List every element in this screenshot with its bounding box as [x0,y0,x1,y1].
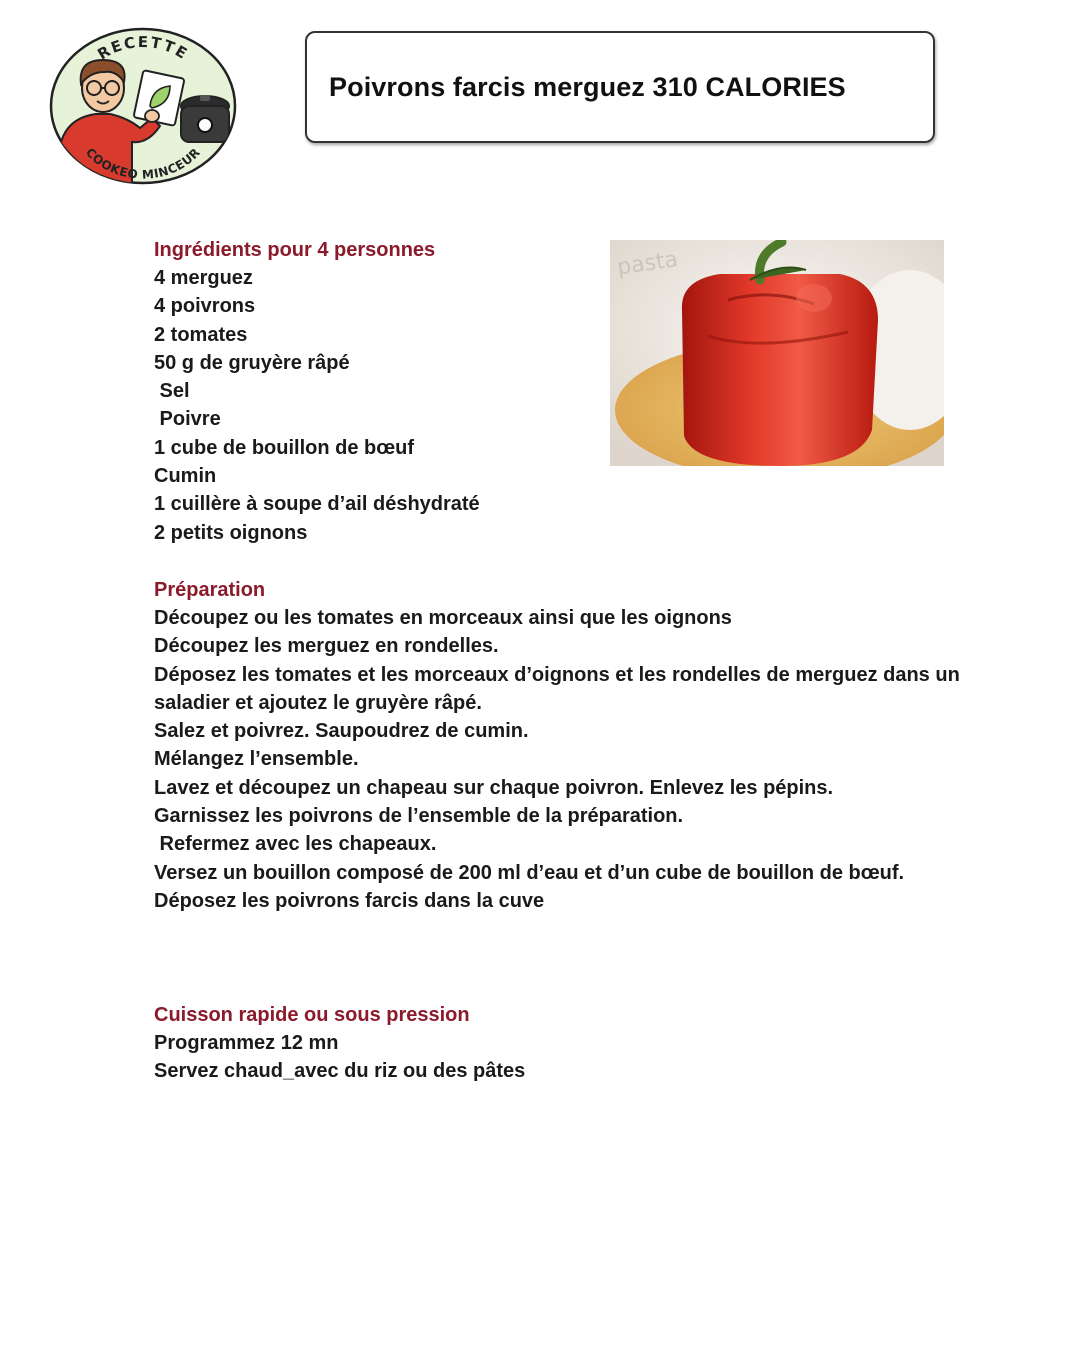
ingredients-section [154,236,1024,547]
preparation-step: Refermez avec les chapeaux. [154,833,437,856]
ingredient-item: 2 tomates [154,323,248,346]
ingredient-item: 1 cube de bouillon de bœuf [154,436,414,459]
preparation-step: Salez et poivrez. Saupoudrez de cumin. [154,720,529,743]
ingredient-item: 2 petits oignons [154,521,308,544]
cooking-heading: Cuisson rapide ou sous pression [154,1004,470,1026]
preparation-step: Déposez les tomates et les morceaux d’oignons et les rondelles de merguez dans un saladier et ajoutez le gruyère râpé. [154,663,960,714]
cooking-line: Servez chaud_avec du riz ou des pâtes [154,1060,526,1083]
preparation-step: Versez un bouillon composé de 200 ml d’eau et d’un cube de bouillon de bœuf. [154,861,905,884]
ingredient-item: 50 g de gruyère râpé [154,351,350,374]
cooking-line: Programmez 12 mn [154,1032,339,1054]
page-title: Poivrons farcis merguez 310 CALORIES [329,71,846,102]
logo-top-text: RECETTE [94,33,192,64]
preparation-heading: Préparation [154,579,266,601]
ingredients-heading: Ingrédients pour 4 personnes [154,239,436,261]
title-box [305,31,935,143]
preparation-step: Mélangez l’ensemble. [154,748,359,771]
preparation-step: Lavez et découpez un chapeau sur chaque poivron. Enlevez les pépins. [154,776,834,799]
recipe-logo-badge [48,26,238,186]
ingredient-item: 4 merguez [154,267,253,289]
preparation-step: Découpez ou les tomates en morceaux ainsi que les oignons [154,607,732,629]
preparation-step: Déposez les poivrons farcis dans la cuve [154,889,545,912]
photo-watermark: pasta [615,247,680,281]
logo-bottom-text: COOKEO MINCEUR [82,145,204,182]
preparation-step: Découpez les merguez en rondelles. [154,635,499,658]
cooking-section [154,1001,1024,1086]
preparation-step: Garnissez les poivrons de l’ensemble de la préparation. [154,805,684,828]
ingredient-item: Cumin [154,465,217,488]
ingredient-item: Sel [154,380,190,403]
ingredient-item: Poivre [154,408,221,431]
preparation-section [154,576,1024,915]
ingredient-item: 4 poivrons [154,295,256,318]
ingredient-item: 1 cuillère à soupe d’ail déshydraté [154,493,480,516]
